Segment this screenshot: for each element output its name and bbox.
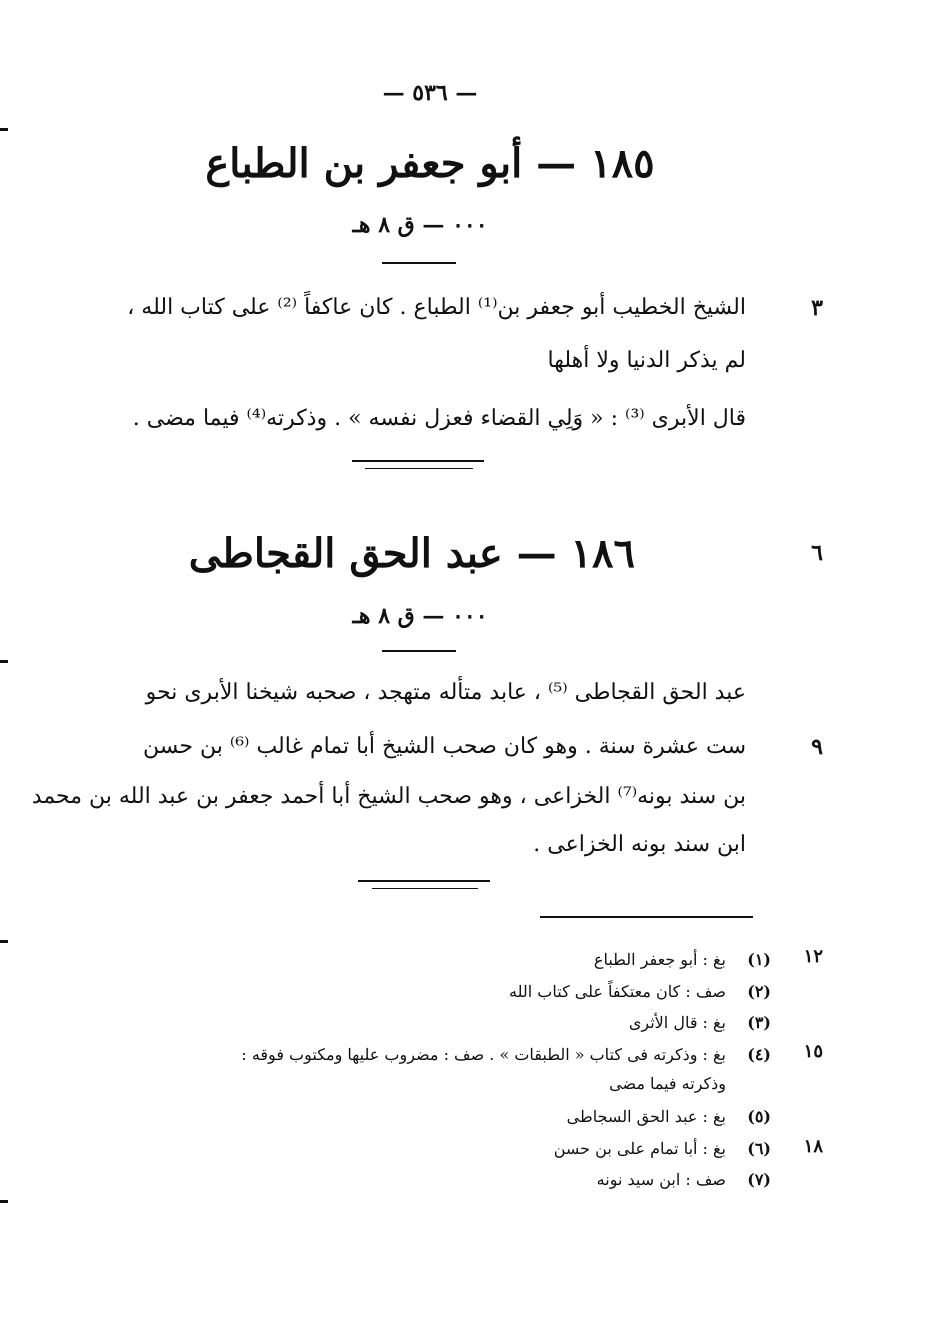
footnote-text: صف : ابن سيد نونه xyxy=(596,1170,726,1189)
entry-dates-186: ٠٠٠ — ق ٨ هـ xyxy=(352,603,488,629)
footnote-text: بغ : أبا تمام على بن حسن xyxy=(553,1139,726,1158)
scan-margin-mark xyxy=(0,128,8,131)
body-line: ست عشرة سنة . وهو كان صحب الشيخ أبا تمام غالب ⁽⁶⁾ بن حسن xyxy=(142,734,746,759)
footnote-number: (١) xyxy=(747,950,771,969)
line-number: ١٥ xyxy=(803,1041,823,1062)
footnote-number: (٤) xyxy=(747,1045,771,1064)
separator-rule xyxy=(372,888,478,889)
separator-rule xyxy=(352,460,484,462)
footnote-number: (٧) xyxy=(747,1170,771,1189)
body-line: عبد الحق القجاطى ⁽⁵⁾ ، عابد متأله متهجد ، صحبه شيخنا الأبرى نحو xyxy=(145,680,746,705)
line-number: ١٨ xyxy=(803,1136,823,1157)
line-number: ٣ xyxy=(811,295,823,321)
footnote-text: بغ : أبو جعفر الطباع xyxy=(593,950,726,969)
body-line: بن سند بونه⁽⁷⁾ الخزاعى ، وهو صحب الشيخ أبا أحمد جعفر بن عبد الله بن محمد xyxy=(31,784,746,809)
footnote-number: (٣) xyxy=(747,1013,771,1032)
footnote-text: بغ : وذكرته فى كتاب « الطبقات » . صف : مضروب عليها ومكتوب فوقه : xyxy=(241,1045,726,1064)
page-number: — ٥٣٦ — xyxy=(382,80,478,106)
scan-margin-mark xyxy=(0,1200,8,1203)
body-line: ابن سند بونه الخزاعى . xyxy=(533,832,746,857)
entry-title-185: ١٨٥ — أبو جعفر بن الطباع xyxy=(205,140,655,187)
scan-margin-mark xyxy=(0,660,8,663)
entry-dates-185: ٠٠٠ — ق ٨ هـ xyxy=(352,212,488,238)
separator-rule xyxy=(365,468,473,469)
body-line: لم يذكر الدنيا ولا أهلها xyxy=(547,348,746,373)
footnote-text: بغ : عبد الحق السجاطى xyxy=(566,1107,726,1126)
footnote-text: صف : كان معتكفاً على كتاب الله xyxy=(509,982,726,1001)
footnote-number: (٢) xyxy=(747,982,771,1001)
footnote-rule xyxy=(540,916,753,918)
separator-rule xyxy=(382,262,456,264)
footnote-continuation: وذكرته فيما مضى xyxy=(609,1074,726,1093)
body-line: الشيخ الخطيب أبو جعفر بن⁽¹⁾ الطباع . كان عاكفاً ⁽²⁾ على كتاب الله ، xyxy=(127,295,746,320)
footnote-text: بغ : قال الأثرى xyxy=(628,1013,726,1032)
footnote-number: (٦) xyxy=(747,1139,771,1158)
line-number: ٩ xyxy=(811,734,823,760)
scan-margin-mark xyxy=(0,940,8,943)
separator-rule xyxy=(358,880,490,882)
separator-rule xyxy=(382,650,456,652)
entry-title-186: ١٨٦ — عبد الحق القجاطى xyxy=(188,530,635,577)
footnote-number: (٥) xyxy=(747,1107,771,1126)
body-line: قال الأبرى ⁽³⁾ : « وَلِي القضاء فعزل نفسه » . وذكرته⁽⁴⁾ فيما مضى . xyxy=(132,406,746,431)
line-number: ١٢ xyxy=(803,946,823,967)
line-number: ٦ xyxy=(811,540,823,566)
